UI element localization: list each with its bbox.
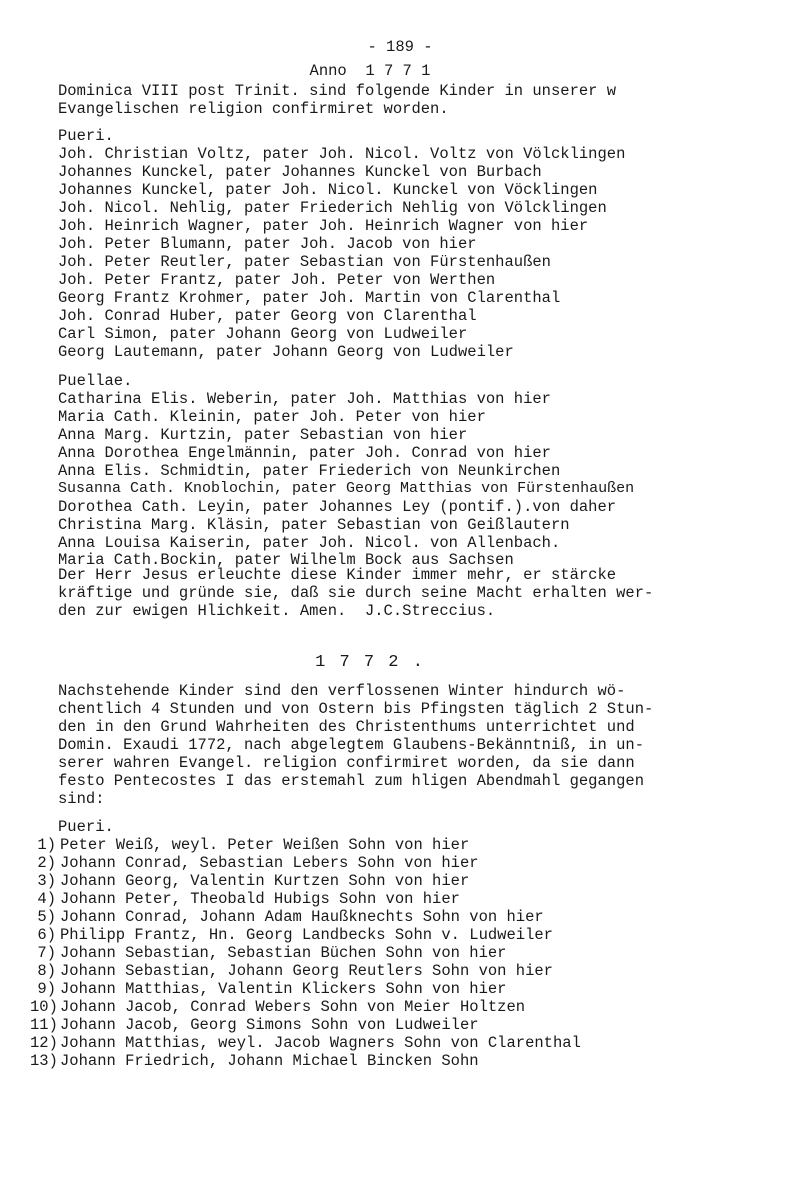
- list-item: Georg Frantz Krohmer, pater Joh. Martin von Clarenthal: [58, 289, 561, 307]
- row-number: 4): [37, 890, 56, 908]
- list-item: Anna Elis. Schmidtin, pater Friederich von Neunkirchen: [58, 462, 561, 480]
- list-item: Johannes Kunckel, pater Johannes Kunckel von Burbach: [58, 163, 542, 181]
- page-number: - 189 -: [367, 38, 433, 56]
- list-item: Joh. Christian Voltz, pater Joh. Nicol. Voltz von Völcklingen: [58, 145, 626, 163]
- list-item: Maria Cath.Bockin, pater Wilhelm Bock aus Sachsen: [58, 551, 514, 569]
- numbered-row: [30, 1034, 581, 1052]
- list-item: Anna Marg. Kurtzin, pater Sebastian von hier: [58, 426, 468, 444]
- list-item: Joh. Peter Reutler, pater Sebastian von Fürstenhaußen: [58, 253, 551, 271]
- list-item: Carl Simon, pater Johann Georg von Ludweiler: [58, 325, 468, 343]
- numbered-row: [30, 998, 525, 1016]
- list-item: Anna Dorothea Engelmännin, pater Joh. Conrad von hier: [58, 444, 551, 462]
- intro-line: Evangelischen religion confirmiret worden.: [58, 100, 449, 118]
- numbered-row: [30, 908, 544, 926]
- row-number: 10): [30, 998, 58, 1016]
- row-text: Johann Sebastian, Sebastian Büchen Sohn von hier: [60, 944, 507, 962]
- blessing-line: kräftige und gründe sie, daß sie durch seine Macht erhalten wer-: [58, 584, 654, 602]
- row-text: Johann Conrad, Sebastian Lebers Sohn von hier: [60, 854, 479, 872]
- pueri-label: Pueri.: [58, 127, 114, 145]
- row-number: 1): [37, 836, 56, 854]
- list-item: Joh. Heinrich Wagner, pater Joh. Heinrich Wagner von hier: [58, 217, 589, 235]
- heading-1772: 1 7 7 2 .: [315, 653, 425, 672]
- row-text: Johann Sebastian, Johann Georg Reutlers Sohn von hier: [60, 962, 553, 980]
- list-item: Anna Louisa Kaiserin, pater Joh. Nicol. von Allenbach.: [58, 534, 561, 552]
- row-text: Philipp Frantz, Hn. Georg Landbecks Sohn v. Ludweiler: [60, 926, 553, 944]
- row-number: 2): [37, 854, 56, 872]
- numbered-row: [30, 926, 553, 944]
- list-item: Joh. Nicol. Nehlig, pater Friederich Nehlig von Völcklingen: [58, 199, 607, 217]
- list-item: Catharina Elis. Weberin, pater Joh. Matthias von hier: [58, 390, 551, 408]
- numbered-row: [30, 854, 479, 872]
- intro-line: chentlich 4 Stunden und von Ostern bis Pfingsten täglich 2 Stun-: [58, 700, 654, 718]
- pueri-label: Pueri.: [58, 818, 114, 836]
- row-number: 12): [30, 1034, 58, 1052]
- row-number: 3): [37, 872, 56, 890]
- row-number: 5): [37, 908, 56, 926]
- row-number: 7): [37, 944, 56, 962]
- list-item: Susanna Cath. Knoblochin, pater Georg Matthias von Fürstenhaußen: [58, 480, 635, 497]
- intro-line: Nachstehende Kinder sind den verflossenen Winter hindurch wö-: [58, 682, 626, 700]
- row-text: Johann Matthias, Valentin Klickers Sohn von hier: [60, 980, 507, 998]
- intro-line: sind:: [58, 790, 105, 808]
- list-item: Joh. Conrad Huber, pater Georg von Clarenthal: [58, 307, 477, 325]
- intro-line: Domin. Exaudi 1772, nach abgelegtem Glaubens-Bekänntniß, in un-: [58, 736, 644, 754]
- list-item: Dorothea Cath. Leyin, pater Johannes Ley (pontif.).von daher: [58, 498, 617, 516]
- list-item: Joh. Peter Frantz, pater Joh. Peter von Werthen: [58, 271, 496, 289]
- list-item: Maria Cath. Kleinin, pater Joh. Peter von hier: [58, 408, 486, 426]
- puellae-label: Puellae.: [58, 372, 133, 390]
- blessing-line: den zur ewigen Hlichkeit. Amen. J.C.Streccius.: [58, 602, 496, 620]
- numbered-row: [30, 890, 460, 908]
- row-text: Johann Jacob, Georg Simons Sohn von Ludweiler: [60, 1016, 479, 1034]
- intro-line: den in den Grund Wahrheiten des Christenthums unterrichtet und: [58, 718, 635, 736]
- numbered-row: [30, 944, 506, 962]
- list-item: Johannes Kunckel, pater Joh. Nicol. Kunckel von Vöcklingen: [58, 181, 598, 199]
- numbered-row: [30, 872, 469, 890]
- intro-line: Dominica VIII post Trinit. sind folgende Kinder in unserer w: [58, 82, 617, 100]
- numbered-row: [30, 980, 506, 998]
- row-text: Johann Matthias, weyl. Jacob Wagners Sohn von Clarenthal: [60, 1034, 581, 1052]
- row-text: Johann Friedrich, Johann Michael Bincken Sohn: [60, 1052, 479, 1070]
- blessing-line: Der Herr Jesus erleuchte diese Kinder immer mehr, er stärcke: [58, 566, 617, 584]
- row-text: Johann Conrad, Johann Adam Haußknechts Sohn von hier: [60, 908, 544, 926]
- intro-line: festo Pentecostes I das erstemahl zum hligen Abendmahl gegangen: [58, 772, 644, 790]
- list-item: Joh. Peter Blumann, pater Joh. Jacob von hier: [58, 235, 477, 253]
- row-number: 8): [37, 962, 56, 980]
- row-text: Johann Jacob, Conrad Webers Sohn von Meier Holtzen: [60, 998, 526, 1016]
- row-text: Peter Weiß, weyl. Peter Weißen Sohn von hier: [60, 836, 470, 854]
- row-text: Johann Georg, Valentin Kurtzen Sohn von hier: [60, 872, 470, 890]
- numbered-row: [30, 962, 553, 980]
- row-text: Johann Peter, Theobald Hubigs Sohn von hier: [60, 890, 460, 908]
- list-item: Christina Marg. Kläsin, pater Sebastian von Geißlautern: [58, 516, 570, 534]
- numbered-row: [30, 1016, 479, 1034]
- row-number: 13): [30, 1052, 58, 1070]
- row-number: 11): [30, 1016, 58, 1034]
- numbered-row: [30, 1052, 479, 1070]
- numbered-row: [30, 836, 469, 854]
- row-number: 6): [37, 926, 56, 944]
- row-number: 9): [37, 980, 56, 998]
- heading-1771: Anno 1 7 7 1: [309, 62, 431, 80]
- intro-line: serer wahren Evangel. religion confirmiret worden, da sie dann: [58, 754, 635, 772]
- list-item: Georg Lautemann, pater Johann Georg von Ludweiler: [58, 343, 514, 361]
